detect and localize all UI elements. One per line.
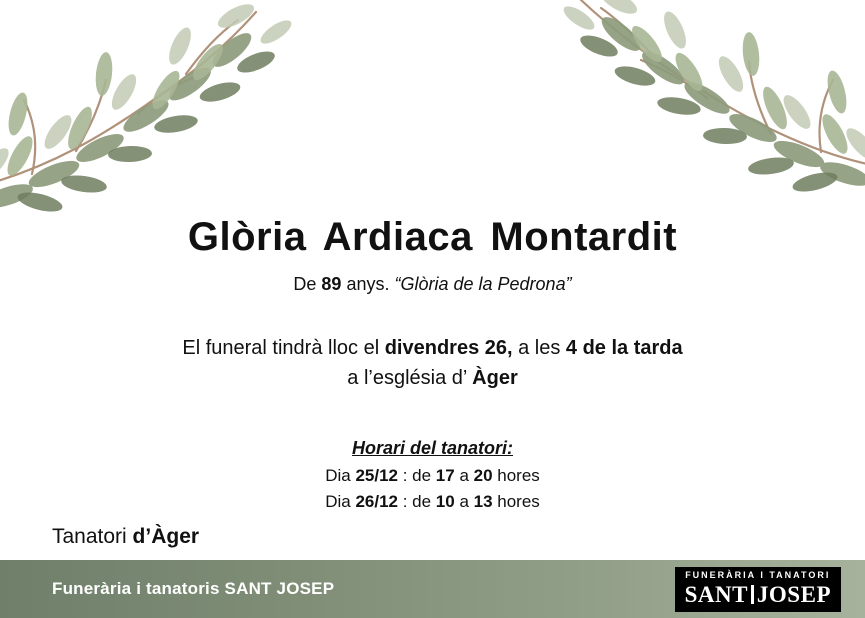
funeral-text-2: a les xyxy=(512,337,566,359)
row-sep: a xyxy=(454,465,474,485)
age-number: 89 xyxy=(321,274,342,294)
visiting-hours-row xyxy=(0,463,865,489)
funeral-date: divendres 26, xyxy=(384,337,513,359)
row-prefix: Dia xyxy=(325,492,356,512)
age-and-nickname-line xyxy=(0,274,865,295)
nickname: “Glòria de la Pedrona” xyxy=(394,274,572,294)
row-from: 10 xyxy=(435,492,455,512)
row-mid: : de xyxy=(397,492,436,512)
memorial-content xyxy=(0,215,865,516)
logo-wordmark xyxy=(685,583,831,606)
funeral-time: 4 de la tarda xyxy=(565,337,683,359)
row-date: 26/12 xyxy=(355,492,398,512)
row-to: 13 xyxy=(473,492,493,512)
logo-word-josep: JOSEP xyxy=(756,581,831,607)
logo-tagline: FUNERÀRIA I TANATORI xyxy=(685,569,831,580)
funeral-text-1: El funeral tindrà lloc el xyxy=(182,337,385,359)
row-to: 20 xyxy=(473,465,493,485)
visiting-hours-title: Horari del tanatori: xyxy=(351,438,514,458)
visiting-hours-row xyxy=(0,489,865,515)
olive-branch-left-icon xyxy=(0,0,310,238)
logo-word-sant: SANT xyxy=(684,581,748,607)
visiting-hours xyxy=(0,435,865,516)
row-suffix: hores xyxy=(492,492,540,512)
row-mid: : de xyxy=(397,465,436,485)
logo-divider xyxy=(751,585,754,604)
funeral-place: Àger xyxy=(472,367,518,389)
tanatori-label: Tanatori xyxy=(52,525,133,548)
row-suffix: hores xyxy=(492,465,540,485)
footer-bar xyxy=(0,560,865,618)
row-from: 17 xyxy=(435,465,455,485)
funeral-line-1 xyxy=(0,333,865,363)
age-prefix: De xyxy=(293,274,322,294)
olive-branch-right-icon xyxy=(545,0,865,212)
tanatori-location xyxy=(52,525,199,549)
deceased-name: Glòria Ardiaca Montardit xyxy=(187,215,678,259)
funeral-line-2 xyxy=(0,363,865,393)
row-sep: a xyxy=(454,492,474,512)
company-logo xyxy=(675,567,841,612)
funeral-text-3: a l’església d’ xyxy=(347,367,473,389)
tanatori-place: d’Àger xyxy=(132,525,200,548)
row-prefix: Dia xyxy=(325,465,356,485)
row-date: 25/12 xyxy=(355,465,398,485)
age-suffix: anys. xyxy=(341,274,395,294)
company-name: Funerària i tanatoris SANT JOSEP xyxy=(52,579,335,598)
funeral-details xyxy=(0,333,865,393)
